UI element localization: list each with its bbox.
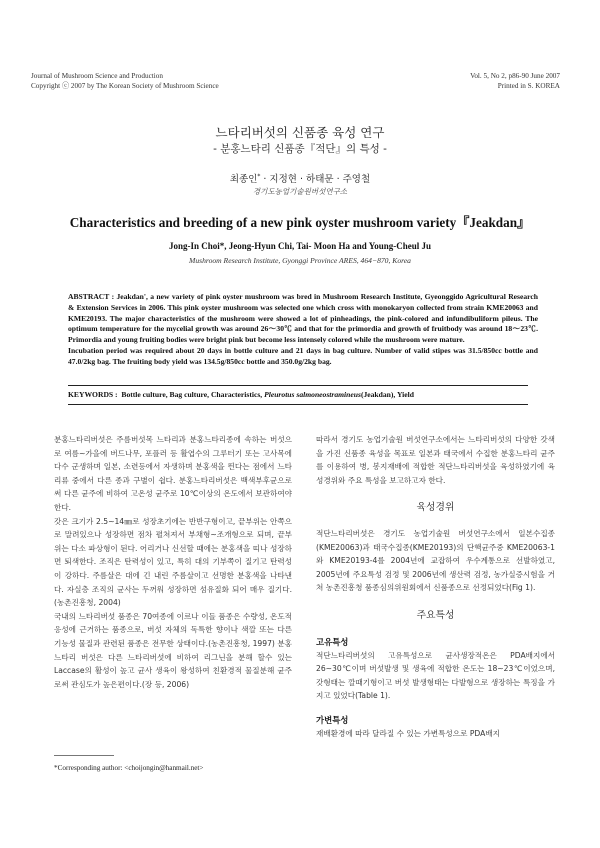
korean-title: 느타리버섯의 신품종 육성 연구 bbox=[215, 125, 385, 140]
intro-paragraph-3: 국내의 느타리버섯 품종은 70여종에 이르나 이들 품종은 수량성, 온도적응성에 근거하는 품종으로, 버섯 자체의 독특한 향이나 색깔 또는 다른 기능성 물질과 관련된 품종은 전무한 상태이다.(농촌진흥청, 1997) 분홍느타리 버섯은 다른 느타리버섯에 비하여 리그닌을 분해 할수 있는 Laccase의 활성이 높고 균사 생육이 왕성하여 친환경적 물질분해 균주로써 관심도가 높은편이다.(장 등, 2006) bbox=[54, 611, 292, 689]
copyright-line: Copyright ⓒ 2007 by The Korean Society of Mushroom Science bbox=[31, 82, 219, 90]
abstract-paragraph-1 bbox=[68, 292, 538, 346]
keywords-top-rule bbox=[68, 385, 528, 386]
keywords-species: Pleurotus salmoneostramineus bbox=[264, 390, 361, 399]
printed-info: Printed in S. KOREA bbox=[497, 82, 560, 90]
keywords-bottom-rule bbox=[68, 404, 528, 405]
english-title: Characteristics and breeding of a new pink oyster mushroom variety『Jeakdan』 bbox=[69, 215, 531, 230]
korean-subtitle: - 분홍느타리 신품종『적단』의 특성 - bbox=[213, 143, 387, 155]
keywords bbox=[68, 389, 538, 400]
subheading-variable: 가변특성 bbox=[316, 714, 349, 725]
intro-paragraph-4: 따라서 경기도 농업기술원 버섯연구소에서는 느타리버섯의 다양한 갓색을 가진 신품종 육성을 목표로 일본과 태국에서 수집한 분홍느타리 균주를 이용하여 병, 봉지재배에 적합한 적단느타리버섯을 육성하였기에 육성경위와 주요 특성을 보고하고자 한다. bbox=[316, 435, 555, 485]
english-affiliation: Mushroom Research Institute, Gyonggi Province ARES, 464−870, Korea bbox=[189, 256, 411, 265]
section-heading-breeding: 육성경위 bbox=[416, 502, 455, 514]
right-column bbox=[316, 433, 555, 741]
intro-paragraph-2: 갓은 크기가 2.5~14㎜로 성장초기에는 반반구형이고, 끝부위는 안쪽으로 말려있으나 성장하면 점차 펼쳐져서 부채형~조개형으로 되며, 끝부위는 다소 파상형이 된다. 어리거나 신선할 때에는 분홍색을 띠나 성장하면 퇴색한다. 조직은 탄력성이 있고, 특히 대의 기부쪽이 질기고 탄력성이 강하다. 주름살은 대에 긴 내린 주름살이고 선명한 분홍색을 나타낸다. 자실층 조직의 균사는 두꺼워 성장하면 섬유질화 되어 매우 질기다.(농촌진흥청, 2004) bbox=[54, 516, 292, 608]
journal-header-left bbox=[31, 71, 219, 91]
korean-authors bbox=[0, 171, 600, 185]
journal-name: Journal of Mushroom Science and Production bbox=[31, 72, 163, 80]
corresponding-author-footnote: *Corresponding author: <choijongin@hanmail.net> bbox=[54, 764, 204, 772]
subheading-inherent: 고유특성 bbox=[316, 636, 349, 647]
abstract bbox=[68, 292, 538, 368]
english-authors: Jong-In Choi*, Jeong-Hyun Chi, Tai- Moon Ha and Young-Cheul Ju bbox=[169, 241, 431, 251]
korean-other-authors: · 지정현 · 하태문 · 주영철 bbox=[260, 174, 371, 185]
section-heading-characteristics: 주요특성 bbox=[416, 609, 455, 621]
korean-affiliation: 경기도농업기술원버섯연구소 bbox=[252, 187, 348, 196]
volume-info: Vol. 5, No 2, p86-90 June 2007 bbox=[470, 72, 560, 80]
journal-header-right bbox=[470, 71, 560, 91]
keywords-text-2: (Jeakdan), Yield bbox=[360, 390, 414, 399]
keywords-label: KEYWORDS : bbox=[68, 390, 118, 399]
intro-paragraph-1: 분홍느타리버섯은 주름버섯목 느타리과 분홍느타리종에 속하는 버섯으로 여름~가을에 버드나무, 포플러 등 활엽수의 그루터기 또는 고사목에 다수 군생하며 일본, 소련등에서 자생하며 분홍색을 띈다는 점에서 느타리류 중에서 다른 종과 구별이 쉽다. 분홍느타리버섯은 백색부후균으로써 다른 균주에 비하여 고온성 균주로 10℃이상의 온도에서 보관하여야 한다. bbox=[54, 435, 292, 512]
abstract-label: ABSTRACT : bbox=[68, 292, 115, 301]
breeding-paragraph: 적단느타리버섯은 경기도 농업기술원 버섯연구소에서 일본수집종(KME20063)과 태국수집종(KME20193)의 단핵균주중 KME20063-1와 KME20193-4를 2004년에 교잡하여 우수계통으로 선발하였고, 2005년에 주요특성 검정 및 2006년에 생산력 검정, 농가실증시험을 거쳐 농촌진흥청 품종심의위원회에서 신품종으로 선정되었다(Fig 1). bbox=[316, 528, 555, 593]
variable-paragraph: 재배환경에 따라 달라질 수 있는 가변특성으로 PDA배지 bbox=[316, 728, 501, 738]
footnote-rule bbox=[54, 755, 114, 756]
abstract-paragraph-2: Incubation period was required about 20 days in bottle culture and 21 days in bag culture. Number of valid stipes was 31.5/850cc bottle and 47.0/2kg bag. The fruiting body yield was 134.5g/850cc bottle and 350.0g/2kg bag. bbox=[68, 345, 538, 366]
inherent-paragraph: 적단느타리버섯의 고유특성으로 균사생장적온은 PDA배지에서 26~30℃이며 버섯발생 및 생육에 적합한 온도는 18~23℃이었으며, 갓형태는 깔때기형이고 버섯 발생형태는 다발형으로 생장하는 특징을 가지고 있었다(Table 1). bbox=[316, 650, 555, 701]
korean-first-author: 최종인 bbox=[229, 174, 258, 185]
left-column bbox=[54, 433, 292, 691]
abstract-text: Jeakdan', a new variety of pink oyster mushroom was bred in Mushroom Research Institute, Gyeonggido Agricultural Research & Extension Services in 2006. This pink oyster mushroom was selected one which cross with monokaryon collected from strain KME20063 and KME20193. The major characteristics of the mushroom were showed a lot of pinheadings, the pink-colored and infundibuliform pileus. The optimum temperature for the mycelial growth was around 26～30℃ and that for the primordia and growth of fruitbody was around 18～23℃. Primordia and young fruiting bodies were bright pink but become less intensely colored while the mushroom were mature. bbox=[68, 292, 538, 345]
corresponding-author-mark: * bbox=[257, 172, 261, 180]
keywords-text-1: Bottle culture, Bag culture, Characteristics, bbox=[121, 390, 263, 399]
